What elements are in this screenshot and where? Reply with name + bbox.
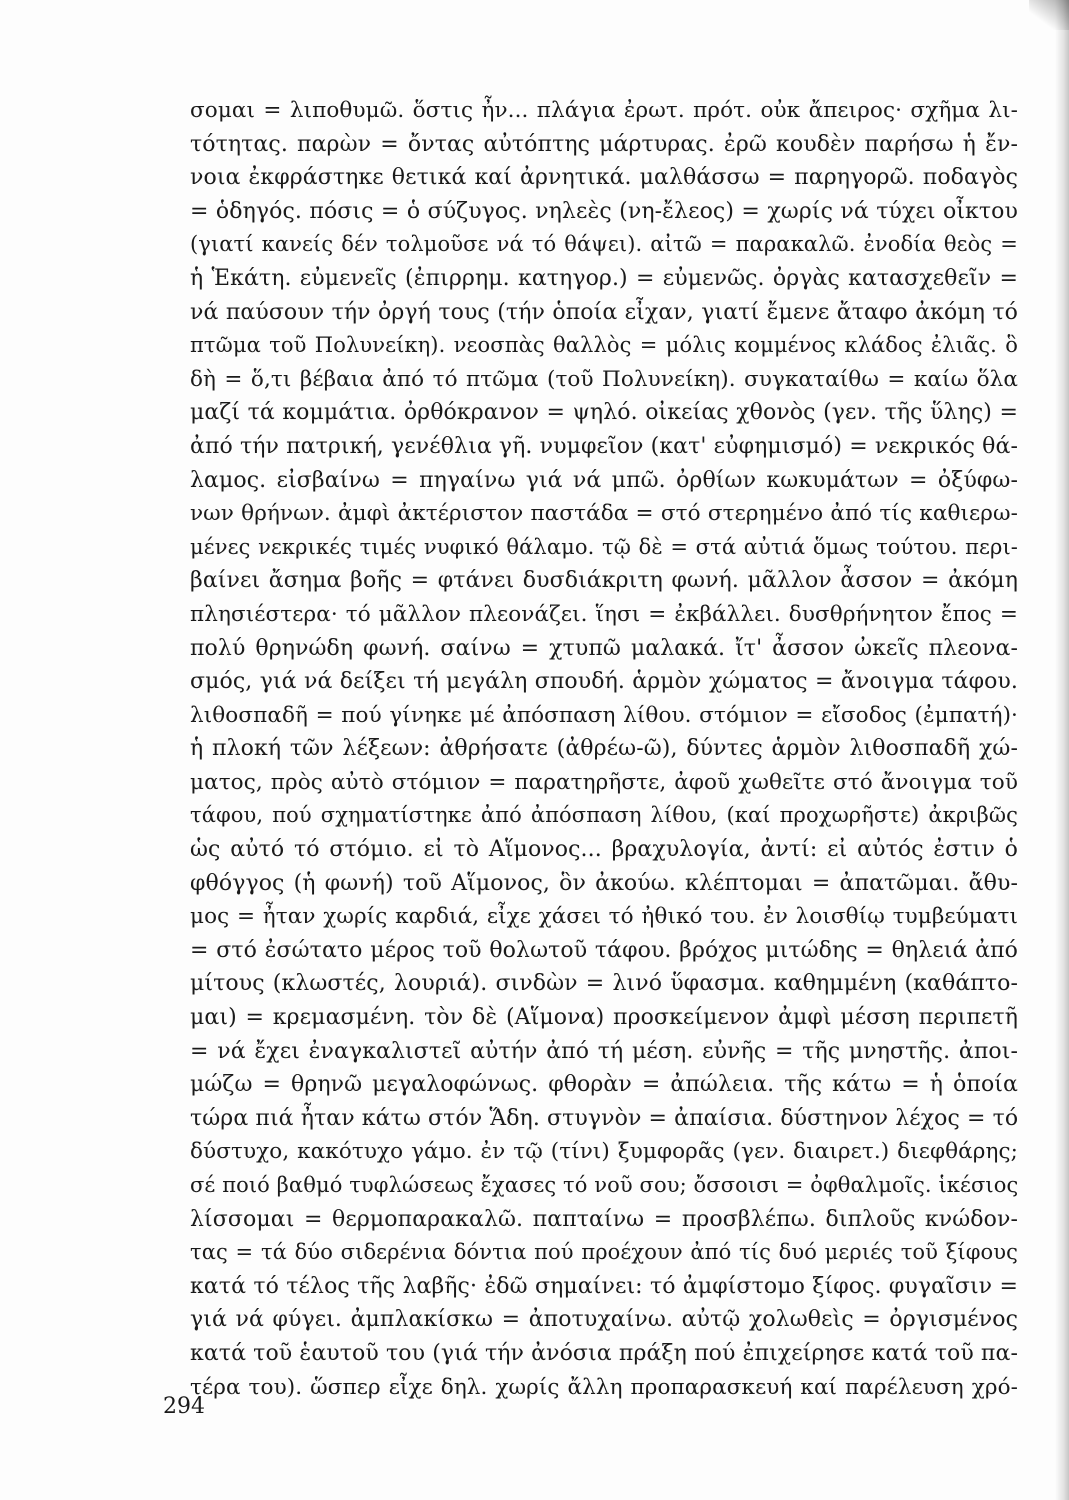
text-line: βαίνει ἄσημα βοῆς = φτάνει δυσδιάκριτη φωνή. μᾶλλον ἆσσον = ἀκόμη <box>190 568 1018 594</box>
text-line: γιά νά φύγει. ἀμπλακίσκω = ἀποτυχαίνω. αὐτῷ χολωθεὶς = ὀργισμένος <box>190 1307 1018 1333</box>
text-line: μαζί τά κομμάτια. ὀρθόκρανον = ψηλό. οἰκείας χθονὸς (γεν. τῆς ὕλης) = <box>190 400 1018 426</box>
text-line: = ὁδηγός. πόσις = ὁ σύζυγος. νηλεὲς (νη-ἔλεος) = χωρίς νά τύχει οἶκτου <box>190 198 1018 224</box>
text-line: λίσσομαι = θερμοπαρακαλῶ. παπταίνω = προσβλέπω. διπλοῦς κνώδον- <box>190 1206 1018 1232</box>
text-line: κατά τό τέλος τῆς λαβῆς· ἐδῶ σημαίνει: τό ἀμφίστομο ξίφος. φυγαῖσιν = <box>190 1273 1018 1299</box>
text-line: τότητας. παρὼν = ὄντας αὐτόπτης μάρτυρας. ἐρῶ κουδὲν παρήσω ἡ ἔν- <box>190 131 1018 157</box>
text-line: πλησιέστερα· τό μᾶλλον πλεονάζει. ἵησι = ἐκβάλλει. δυσθρήνητον ἔπος = <box>190 601 1018 627</box>
page-number: 294 <box>163 1394 205 1419</box>
text-line: μαι) = κρεμασμένη. τὸν δὲ (Αἵμονα) προσκείμενον ἀμφὶ μέσση περιπετῆ <box>190 1005 1018 1031</box>
text-line: ἀπό τήν πατρική, γενέθλια γῆ. νυμφεῖον (κατ' εὐφημισμό) = νεκρικός θά- <box>190 433 1018 459</box>
text-line: ἡ πλοκή τῶν λέξεων: ἀθρήσατε (ἀθρέω-ῶ), δύντες ἁρμὸν λιθοσπαδῆ χώ- <box>190 736 1018 762</box>
text-line: φθόγγος (ἡ φωνή) τοῦ Αἵμονος, ὃν ἀκούω. κλέπτομαι = ἀπατῶμαι. ἄθυ- <box>190 870 1018 896</box>
text-line: σέ ποιό βαθμό τυφλώσεως ἔχασες τό νοῦ σου; ὄσσοισι = ὀφθαλμοῖς. ἱκέσιος <box>190 1173 1019 1197</box>
text-line: τέρα του). ὥσπερ εἶχε δηλ. χωρίς ἄλλη προπαρασκευή καί παρέλευση χρό- <box>190 1374 1018 1400</box>
text-line: μένες νεκρικές τιμές νυφικό θάλαμο. τῷ δὲ = στά αὐτιά ὅμως τούτου. περι- <box>190 534 1018 559</box>
scan-edge-shadow <box>1055 0 1069 1500</box>
text-line: νοια ἐκφράστηκε θετικά καί ἀρνητικά. μαλθάσσω = παρηγορῶ. ποδαγὸς <box>190 165 1018 191</box>
scan-corner-shadow <box>1029 0 1069 30</box>
text-line: νων θρήνων. ἀμφὶ ἀκτέριστον παστάδα = στό στερημένο ἀπό τίς καθιερω- <box>190 501 1018 527</box>
text-line: πολύ θρηνώδη φωνή. σαίνω = χτυπῶ μαλακά. ἴτ' ἆσσον ὠκεῖς πλεονα- <box>190 635 1018 661</box>
text-line: κατά τοῦ ἑαυτοῦ του (γιά τήν ἀνόσια πράξη πού ἐπιχείρησε κατά τοῦ πα- <box>190 1340 1018 1366</box>
text-line: μος = ἦταν χωρίς καρδιά, εἶχε χάσει τό ἠθικό του. ἐν λοισθίῳ τυμβεύματι <box>190 904 1018 930</box>
text-line: (γιατί κανείς δέν τολμοῦσε νά τό θάψει). αἰτῶ = παρακαλῶ. ἐνοδία θεὸς = <box>190 232 1018 257</box>
text-line: μίτους (κλωστές, λουριά). σινδὼν = λινό ὕφασμα. καθημμένη (καθάπτο- <box>190 971 1018 997</box>
text-line: σομαι = λιποθυμῶ. ὅστις ἦν... πλάγια ἐρωτ. πρότ. οὐκ ἄπειρος· σχῆμα λι- <box>190 98 1018 123</box>
text-line: δύστυχο, κακότυχο γάμο. ἐν τῷ (τίνι) ξυμφορᾶς (γεν. διαιρετ.) διεφθάρης; <box>190 1139 1018 1165</box>
text-line: τάφου, πού σχηματίστηκε ἀπό ἀπόσπαση λίθου, (καί προχωρῆστε) ἀκριβῶς <box>190 803 1018 828</box>
text-line: ὡς αὐτό τό στόμιο. εἰ τὸ Αἵμονος... βραχυλογία, ἀντί: εἰ αὐτός ἐστιν ὁ <box>190 837 1018 863</box>
text-line: σμός, γιά νά δείξει τή μεγάλη σπουδή. ἁρμὸν χώματος = ἄνοιγμα τάφου. <box>190 669 1018 695</box>
text-line: = νά ἔχει ἐναγκαλιστεῖ αὐτήν ἀπό τή μέση. εὐνῆς = τῆς μνηστῆς. ἀποι- <box>190 1038 1018 1064</box>
text-line: μώζω = θρηνῶ μεγαλοφώνως. φθορὰν = ἀπώλεια. τῆς κάτω = ἡ ὁποία <box>190 1072 1018 1098</box>
text-line: λαμος. εἰσβαίνω = πηγαίνω γιά νά μπῶ. ὀρθίων κωκυμάτων = ὀξύφω- <box>190 467 1018 493</box>
commentary-text-block <box>190 94 1018 1404</box>
text-line: τώρα πιά ἦταν κάτω στόν Ἅδη. στυγνὸν = ἀπαίσια. δύστηνον λέχος = τό <box>190 1105 1019 1131</box>
text-line: = στό ἐσώτατο μέρος τοῦ θολωτοῦ τάφου. βρόχος μιτώδης = θηλειά ἀπό <box>190 937 1018 963</box>
text-line: δὴ = ὅ,τι βέβαια ἀπό τό πτῶμα (τοῦ Πολυνείκη). συγκαταίθω = καίω ὅλα <box>190 366 1018 392</box>
text-line: νά παύσουν τήν ὀργή τους (τήν ὁποία εἶχαν, γιατί ἔμενε ἄταφο ἀκόμη τό <box>190 299 1018 325</box>
text-line: λιθοσπαδῆ = πού γίνηκε μέ ἀπόσπαση λίθου. στόμιον = εἴσοδος (ἐμπατή)· <box>190 702 1018 728</box>
text-line: τας = τά δύο σιδερένια δόντια πού προέχουν ἀπό τίς δυό μεριές τοῦ ξίφους <box>190 1240 1018 1265</box>
text-line: πτῶμα τοῦ Πολυνείκη). νεοσπὰς θαλλὸς = μόλις κομμένος κλάδος ἐλιᾶς. ὃ <box>190 333 1018 358</box>
text-line: ματος, πρὸς αὐτὸ στόμιον = παρατηρῆστε, ἀφοῦ χωθεῖτε στό ἄνοιγμα τοῦ <box>190 769 1018 795</box>
text-line: ἡ Ἑκάτη. εὐμενεῖς (ἐπιρρημ. κατηγορ.) = εὐμενῶς. ὀργὰς κατασχεθεῖν = <box>190 265 1018 291</box>
